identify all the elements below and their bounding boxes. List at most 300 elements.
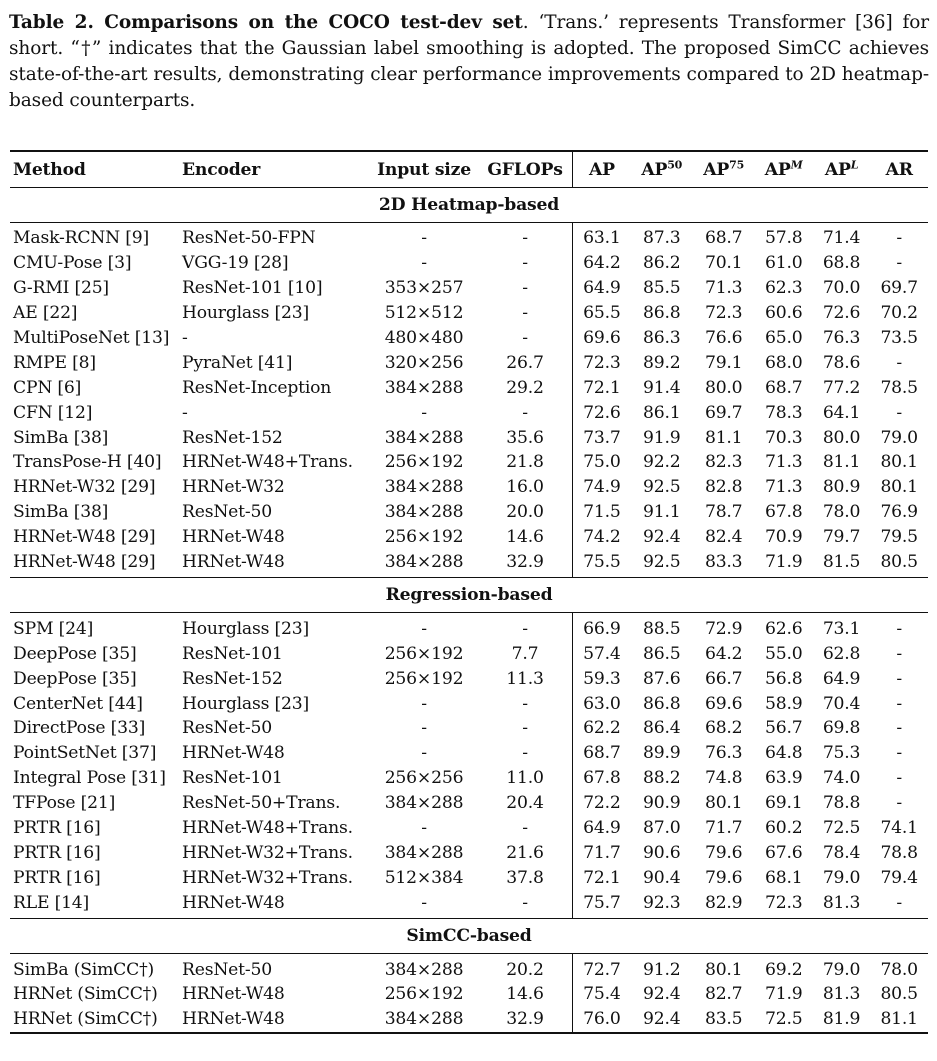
cell-ap50: 92.5 (631, 550, 693, 578)
cell-ap50: 91.2 (642, 959, 681, 980)
header-ap50 (631, 151, 693, 188)
cell-apl: 80.0 (822, 427, 861, 448)
cell-apl: 81.9 (813, 1007, 871, 1033)
cell-gflops: 20.2 (506, 959, 544, 980)
table-row (10, 741, 928, 766)
cell-ar: - (870, 890, 928, 918)
cell-ap50: 92.3 (631, 890, 693, 918)
cell-ap: 72.3 (573, 350, 631, 375)
cell-input-size: 384×288 (384, 477, 464, 498)
cell-input-size: - (370, 890, 478, 918)
cell-ap75: 80.1 (704, 793, 743, 814)
header-ar: AR (885, 159, 913, 180)
cell-gflops: - (522, 253, 528, 274)
cell-ar: - (896, 643, 902, 664)
cell-ap75: 79.6 (704, 842, 743, 863)
cell-ap50: 92.4 (631, 1007, 693, 1033)
cell-input-size: - (421, 818, 427, 839)
table-row (10, 890, 928, 918)
cell-gflops: 37.8 (506, 867, 544, 888)
cell-method: PRTR [16] (13, 842, 101, 863)
cell-apm: 57.8 (764, 228, 803, 249)
header-ap50-sup: 50 (667, 157, 683, 171)
table-row (10, 550, 928, 578)
cell-ap50: 89.2 (642, 352, 681, 373)
cell-apl: 70.4 (822, 693, 861, 714)
cell-ap: 59.3 (573, 666, 631, 691)
cell-ap: 64.9 (573, 816, 631, 841)
table-row (10, 641, 928, 666)
cell-ap50: 91.1 (642, 502, 681, 523)
section-header-row (10, 919, 928, 954)
cell-method: HRNet-W48 [29] (13, 527, 156, 548)
cell-apl: 73.1 (822, 618, 861, 639)
cell-ap50: 86.5 (642, 643, 681, 664)
cell-encoder: HRNet-W48 (182, 527, 285, 548)
cell-input-size: 256×192 (384, 984, 464, 1005)
cell-gflops: 20.4 (506, 793, 544, 814)
cell-method: SimBa [38] (13, 427, 109, 448)
cell-method: HRNet (SimCC†) (10, 1007, 179, 1033)
cell-encoder: HRNet-W48 (182, 984, 285, 1005)
table-row (10, 791, 928, 816)
cell-encoder: ResNet-Inception (182, 377, 332, 398)
cell-apm: 67.8 (764, 502, 803, 523)
table-row (10, 666, 928, 691)
cell-gflops: 20.0 (506, 502, 544, 523)
cell-method: G-RMI [25] (13, 278, 109, 299)
table-row (10, 982, 928, 1007)
table-row (10, 350, 928, 375)
cell-method: HRNet (SimCC†) (13, 984, 158, 1005)
cell-apm: 61.0 (764, 253, 803, 274)
cell-ap75: 68.7 (704, 228, 743, 249)
cell-ap: 72.2 (573, 791, 631, 816)
table-row (10, 525, 928, 550)
cell-encoder: ResNet-101 (182, 643, 283, 664)
cell-encoder: ResNet-50+Trans. (182, 793, 341, 814)
cell-input-size: - (421, 228, 427, 249)
cell-ap: 66.9 (573, 613, 631, 641)
cell-ap50: 88.2 (642, 768, 681, 789)
cell-apm: 64.8 (764, 743, 803, 764)
cell-gflops: - (478, 890, 573, 918)
cell-ar: 76.9 (880, 502, 918, 523)
cell-input-size: 384×288 (384, 502, 464, 523)
cell-method: TFPose [21] (13, 793, 116, 814)
cell-encoder: ResNet-50-FPN (182, 228, 316, 249)
cell-input-size: 256×192 (384, 452, 464, 473)
cell-gflops: 32.9 (478, 550, 573, 578)
cell-ap50: 85.5 (642, 278, 681, 299)
cell-gflops: - (522, 618, 528, 639)
table-row (10, 400, 928, 425)
cell-ap: 75.4 (573, 982, 631, 1007)
cell-ap75: 64.2 (704, 643, 743, 664)
cell-ar: - (896, 793, 902, 814)
cell-apl: 79.0 (822, 959, 861, 980)
cell-encoder: Hourglass [23] (182, 618, 309, 639)
cell-apl: 78.6 (822, 352, 861, 373)
cell-ap75: 81.1 (704, 427, 743, 448)
cell-method: DirectPose [33] (13, 718, 146, 739)
cell-apm: 72.3 (755, 890, 813, 918)
cell-apl: 79.7 (822, 527, 861, 548)
cell-apm: 60.6 (764, 303, 803, 324)
cell-encoder: HRNet-W48+Trans. (182, 452, 353, 473)
table-row (10, 865, 928, 890)
cell-apm: 55.0 (764, 643, 803, 664)
cell-ar: 80.5 (870, 550, 928, 578)
header-input-size: Input size (377, 159, 471, 180)
cell-method: SimBa (SimCC†) (13, 959, 154, 980)
cell-ar: 79.5 (880, 527, 918, 548)
table-row (10, 375, 928, 400)
caption-label: Table 2. Comparisons on the COCO test-dev set (9, 12, 523, 33)
cell-ap50: 88.5 (642, 618, 681, 639)
cell-method: SPM [24] (13, 618, 94, 639)
cell-apl: 78.4 (822, 842, 861, 863)
cell-gflops: 11.3 (506, 668, 544, 689)
cell-apl: 70.0 (822, 278, 861, 299)
cell-encoder: HRNet-W48+Trans. (182, 818, 353, 839)
cell-input-size: 353×257 (384, 278, 464, 299)
cell-ap75: 79.1 (704, 352, 743, 373)
cell-ar: 78.8 (880, 842, 918, 863)
cell-ap50: 87.0 (642, 818, 681, 839)
cell-encoder: PyraNet [41] (182, 352, 293, 373)
cell-apm: 56.7 (764, 718, 803, 739)
cell-apl: 62.8 (822, 643, 861, 664)
cell-ar: 80.1 (880, 477, 918, 498)
cell-encoder: Hourglass [23] (182, 693, 309, 714)
table-row (10, 500, 928, 525)
header-ap50-base: AP (641, 159, 668, 180)
cell-encoder: HRNet-W32+Trans. (182, 842, 353, 863)
cell-input-size: 256×192 (384, 643, 464, 664)
section-title: 2D Heatmap-based (10, 188, 928, 223)
section-title: SimCC-based (10, 919, 928, 954)
cell-input-size: 384×288 (384, 377, 464, 398)
cell-input-size: 384×288 (384, 959, 464, 980)
cell-apl: 77.2 (822, 377, 861, 398)
table-row (10, 223, 928, 251)
cell-ap50: 86.4 (642, 718, 681, 739)
cell-ap50: 87.3 (642, 228, 681, 249)
cell-ap75: 69.6 (704, 693, 743, 714)
table-row (10, 766, 928, 791)
cell-apl: 81.5 (813, 550, 871, 578)
cell-ap50: 92.5 (642, 477, 681, 498)
cell-apm: 69.2 (764, 959, 803, 980)
cell-input-size: 384×288 (384, 842, 464, 863)
cell-apm: 68.7 (764, 377, 803, 398)
cell-method: HRNet-W32 [29] (13, 477, 156, 498)
table-row (10, 716, 928, 741)
cell-ap75: 82.9 (693, 890, 755, 918)
cell-ap50: 90.6 (642, 842, 681, 863)
cell-apm: 72.5 (755, 1007, 813, 1033)
cell-apm: 62.6 (764, 618, 803, 639)
cell-ap75: 82.4 (704, 527, 743, 548)
cell-input-size: 384×288 (370, 1007, 478, 1033)
cell-apm: 71.3 (764, 477, 803, 498)
cell-input-size: - (421, 718, 427, 739)
table-header (10, 151, 928, 188)
cell-ap50: 91.9 (642, 427, 681, 448)
cell-method: CPN [6] (13, 377, 82, 398)
cell-method: AE [22] (13, 303, 78, 324)
cell-ar: - (896, 718, 902, 739)
cell-ar: 79.0 (880, 427, 918, 448)
cell-apm: 70.9 (764, 527, 803, 548)
cell-apl: 76.3 (822, 328, 861, 348)
cell-method: Integral Pose [31] (13, 768, 166, 789)
cell-apl: 81.3 (822, 984, 861, 1005)
table-row (10, 475, 928, 500)
cell-ap50: 87.6 (642, 668, 681, 689)
cell-gflops: 29.2 (506, 377, 544, 398)
cell-ap75: 71.3 (704, 278, 743, 299)
cell-ap75: 78.7 (704, 502, 743, 523)
cell-ar: 70.2 (880, 303, 918, 324)
cell-gflops: - (522, 818, 528, 839)
cell-apm: 60.2 (764, 818, 803, 839)
cell-ap: 63.1 (573, 223, 631, 251)
cell-ap: 72.1 (573, 375, 631, 400)
cell-gflops: 14.6 (506, 984, 544, 1005)
header-apl-base: AP (824, 159, 851, 180)
table-row (10, 276, 928, 301)
cell-encoder: HRNet-W48 (179, 890, 370, 918)
section-title: Regression-based (10, 578, 928, 613)
cell-ap: 71.7 (573, 840, 631, 865)
table-row (10, 425, 928, 450)
cell-encoder: ResNet-152 (182, 427, 283, 448)
cell-apm: 68.1 (764, 867, 803, 888)
cell-ar: 80.5 (880, 984, 918, 1005)
cell-ap: 72.1 (573, 865, 631, 890)
cell-gflops: 14.6 (506, 527, 544, 548)
cell-method: PRTR [16] (13, 867, 101, 888)
cell-ap: 75.0 (573, 450, 631, 475)
cell-gflops: - (522, 328, 528, 348)
cell-apm: 56.8 (764, 668, 803, 689)
cell-encoder: ResNet-50 (182, 718, 272, 739)
cell-ar: - (896, 228, 902, 249)
cell-method: SimBa [38] (13, 502, 109, 523)
cell-encoder: HRNet-W32 (182, 477, 285, 498)
cell-ar: - (896, 618, 902, 639)
cell-gflops: 32.9 (478, 1007, 573, 1033)
cell-encoder: HRNet-W32+Trans. (182, 867, 353, 888)
cell-ap50: 92.2 (642, 452, 681, 473)
cell-apl: 78.8 (822, 793, 861, 814)
cell-gflops: 35.6 (506, 427, 544, 448)
cell-ap: 76.0 (573, 1007, 631, 1033)
cell-ap: 69.6 (573, 326, 631, 351)
cell-ar: - (896, 768, 902, 789)
cell-encoder: HRNet-W48 (179, 1007, 370, 1033)
cell-method: DeepPose [35] (13, 668, 137, 689)
header-gflops: GFLOPs (487, 159, 563, 180)
cell-input-size: 384×288 (384, 427, 464, 448)
cell-apm: 69.1 (764, 793, 803, 814)
table-row (10, 450, 928, 475)
cell-apm: 78.3 (764, 402, 803, 423)
cell-ap50: 91.4 (642, 377, 681, 398)
cell-ar: - (896, 352, 902, 373)
cell-apl: 68.8 (822, 253, 861, 274)
cell-ap75: 72.3 (704, 303, 743, 324)
cell-method: TransPose-H [40] (13, 452, 162, 473)
cell-apm: 67.6 (764, 842, 803, 863)
cell-input-size: - (421, 693, 427, 714)
cell-encoder: ResNet-50 (182, 959, 272, 980)
cell-gflops: 7.7 (511, 643, 539, 664)
cell-encoder: HRNet-W48 (179, 550, 370, 578)
cell-ap75: 80.0 (704, 377, 743, 398)
cell-input-size: - (421, 618, 427, 639)
cell-ar: 81.1 (870, 1007, 928, 1033)
cell-method: HRNet-W48 [29] (10, 550, 179, 578)
cell-apm: 63.9 (764, 768, 803, 789)
cell-ap: 68.7 (573, 741, 631, 766)
cell-encoder: ResNet-101 (182, 768, 283, 789)
cell-apm: 70.3 (764, 427, 803, 448)
cell-ar: 69.7 (880, 278, 918, 299)
cell-gflops: 21.8 (506, 452, 544, 473)
table-row (10, 954, 928, 982)
cell-ap: 65.5 (573, 301, 631, 326)
table-caption (9, 10, 929, 114)
cell-ap75: 82.7 (704, 984, 743, 1005)
cell-input-size: 320×256 (384, 352, 464, 373)
cell-ap50: 92.4 (642, 984, 681, 1005)
cell-input-size: 512×512 (384, 303, 464, 324)
cell-method: CFN [12] (13, 402, 93, 423)
table-row (10, 691, 928, 716)
table-row (10, 1007, 928, 1033)
table-row (10, 613, 928, 641)
cell-method: DeepPose [35] (13, 643, 137, 664)
cell-ap: 73.7 (573, 425, 631, 450)
cell-input-size: - (421, 253, 427, 274)
cell-ap: 71.5 (573, 500, 631, 525)
cell-input-size: 256×256 (384, 768, 464, 789)
table-row (10, 816, 928, 841)
cell-ap75: 71.7 (704, 818, 743, 839)
cell-ar: 73.5 (880, 328, 918, 348)
cell-input-size: 384×288 (384, 793, 464, 814)
cell-apm: 71.9 (755, 550, 813, 578)
header-ap75-base: AP (703, 159, 730, 180)
cell-encoder: Hourglass [23] (182, 303, 309, 324)
header-apm (755, 151, 813, 188)
cell-apm: 58.9 (764, 693, 803, 714)
cell-ap75: 74.8 (704, 768, 743, 789)
cell-method: RLE [14] (10, 890, 179, 918)
cell-ap75: 72.9 (704, 618, 743, 639)
cell-apm: 62.3 (764, 278, 803, 299)
cell-apl: 74.0 (822, 768, 861, 789)
cell-input-size: - (421, 743, 427, 764)
cell-encoder: HRNet-W48 (182, 743, 285, 764)
cell-gflops: 11.0 (506, 768, 544, 789)
cell-ap: 67.8 (573, 766, 631, 791)
cell-ar: - (896, 743, 902, 764)
cell-input-size: 256×192 (384, 668, 464, 689)
cell-ap: 63.0 (573, 691, 631, 716)
header-ap75 (693, 151, 755, 188)
cell-apl: 80.9 (822, 477, 861, 498)
cell-method: Mask-RCNN [9] (13, 228, 149, 249)
cell-ap50: 90.9 (642, 793, 681, 814)
cell-apl: 81.3 (813, 890, 871, 918)
cell-apl: 81.1 (822, 452, 861, 473)
cell-apl: 64.1 (822, 402, 861, 423)
cell-ap: 75.7 (573, 890, 631, 918)
header-ap75-sup: 75 (729, 157, 745, 171)
cell-ap: 64.9 (573, 276, 631, 301)
cell-input-size: 256×192 (384, 527, 464, 548)
cell-input-size: - (421, 402, 427, 423)
cell-ar: - (896, 668, 902, 689)
table-row (10, 251, 928, 276)
cell-method: CMU-Pose [3] (13, 253, 132, 274)
cell-gflops: - (522, 278, 528, 299)
cell-gflops: - (522, 303, 528, 324)
cell-apm: 71.9 (764, 984, 803, 1005)
cell-ap75: 69.7 (704, 402, 743, 423)
cell-input-size: 480×480 (384, 328, 464, 348)
cell-ap50: 89.9 (642, 743, 681, 764)
cell-ap75: 76.6 (704, 328, 743, 348)
cell-ar: 78.5 (880, 377, 918, 398)
cell-method: RMPE [8] (13, 352, 96, 373)
cell-encoder: - (182, 402, 188, 423)
cell-ar: 74.1 (880, 818, 918, 839)
table-row (10, 301, 928, 326)
header-apl-sup: L (850, 157, 859, 171)
cell-ap: 74.2 (573, 525, 631, 550)
cell-ap50: 86.2 (642, 253, 681, 274)
cell-apl: 79.0 (822, 867, 861, 888)
cell-ap75: 82.8 (704, 477, 743, 498)
cell-ar: 78.0 (880, 959, 918, 980)
cell-encoder: ResNet-50 (182, 502, 272, 523)
cell-ap75: 83.5 (693, 1007, 755, 1033)
cell-ap: 72.6 (573, 400, 631, 425)
cell-encoder: VGG-19 [28] (182, 253, 289, 274)
cell-input-size: 512×384 (384, 867, 464, 888)
cell-gflops: - (522, 743, 528, 764)
cell-apm: 71.3 (764, 452, 803, 473)
cell-ap: 75.5 (573, 550, 631, 578)
cell-ap50: 86.3 (642, 328, 681, 348)
cell-ap75: 83.3 (693, 550, 755, 578)
cell-apm: 68.0 (764, 352, 803, 373)
cell-ar: 80.1 (880, 452, 918, 473)
cell-ap50: 92.4 (642, 527, 681, 548)
cell-ap50: 90.4 (642, 867, 681, 888)
table-row (10, 326, 928, 351)
cell-ap: 74.9 (573, 475, 631, 500)
cell-method: CenterNet [44] (13, 693, 143, 714)
cell-ap75: 80.1 (704, 959, 743, 980)
header-encoder: Encoder (182, 159, 261, 180)
cell-gflops: - (522, 402, 528, 423)
